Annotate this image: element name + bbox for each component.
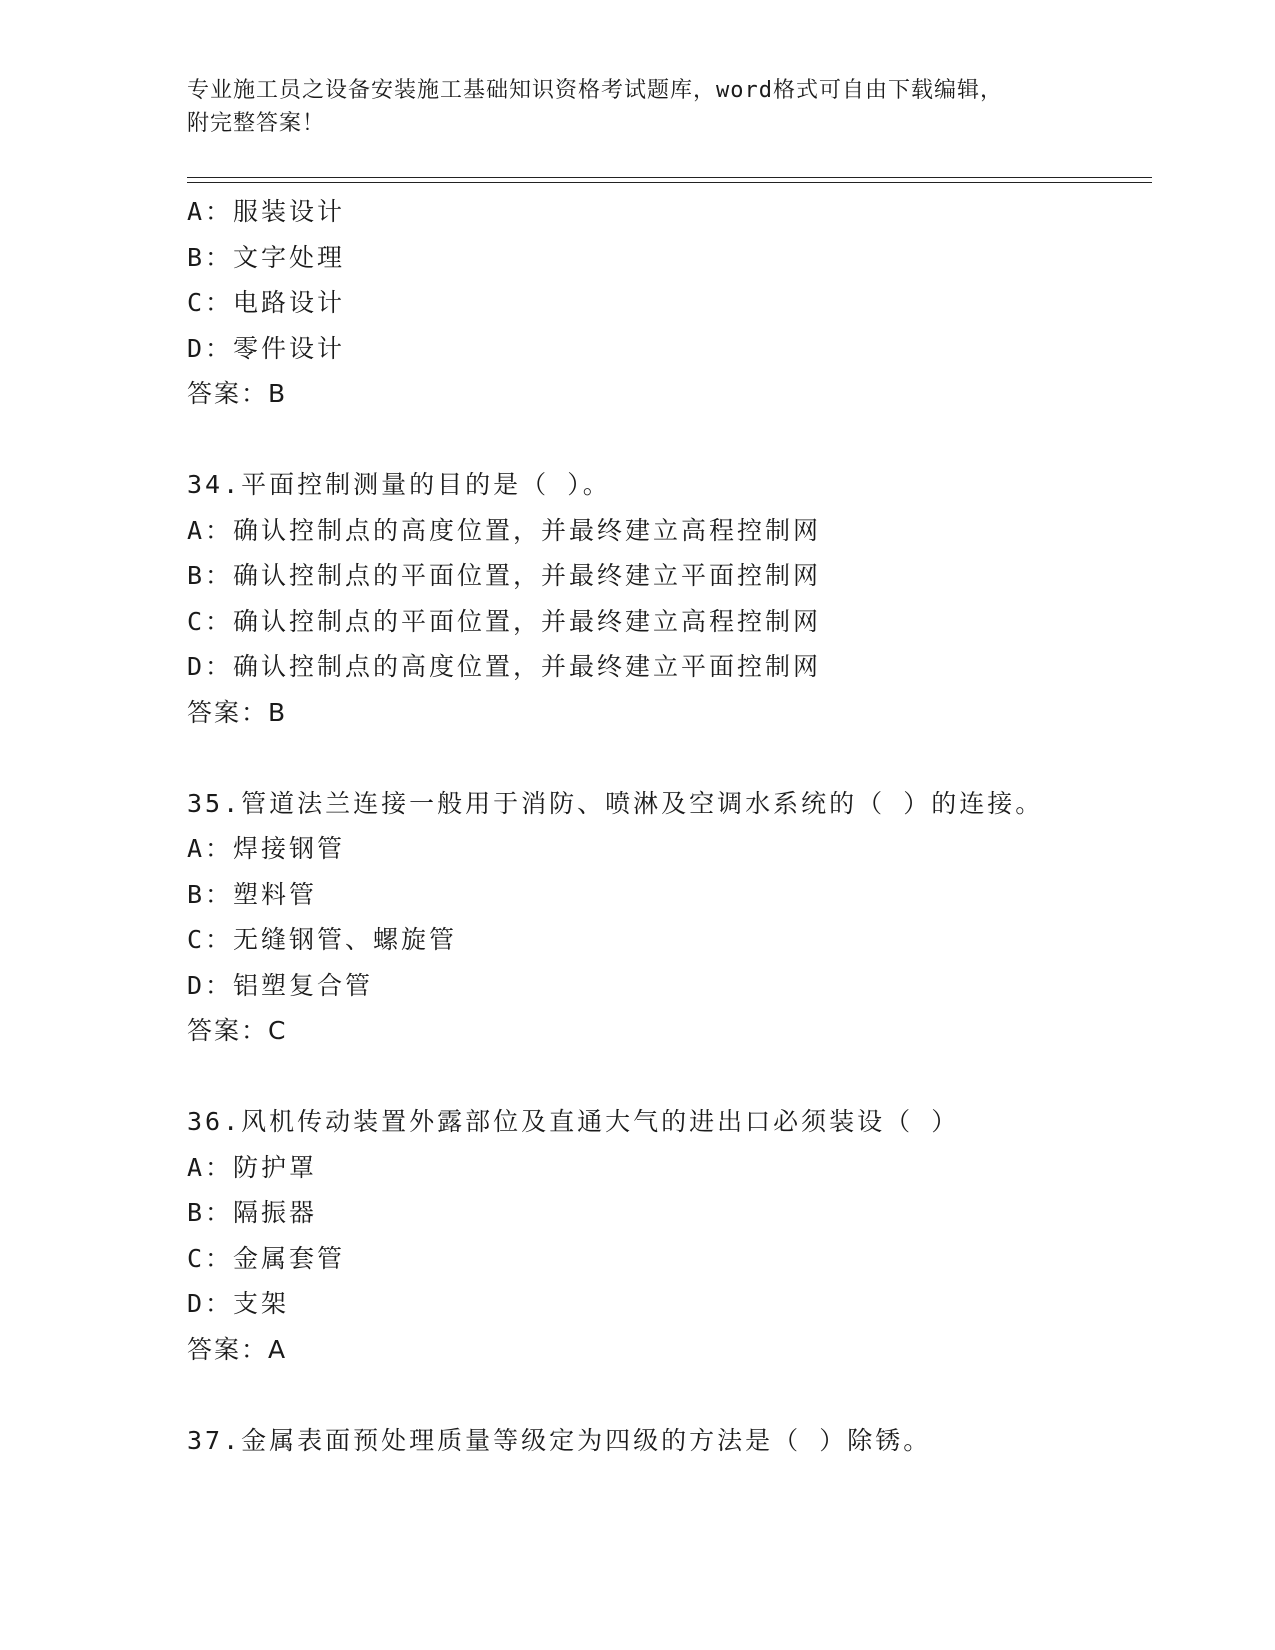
option-d: D：零件设计 [187, 333, 346, 363]
document-header [187, 74, 1087, 140]
option-c: C：确认控制点的平面位置，并最终建立高程控制网 [187, 606, 822, 636]
question-text: 35.管道法兰连接一般用于消防、喷淋及空调水系统的（ ）的连接。 [187, 788, 1044, 818]
header-line-1: 专业施工员之设备安装施工基础知识资格考试题库，word格式可自由下载编辑， [187, 78, 1003, 103]
option-b: B：塑料管 [187, 879, 318, 909]
question-text: 37.金属表面预处理质量等级定为四级的方法是（ ）除锈。 [187, 1425, 932, 1455]
option-b: B：文字处理 [187, 242, 346, 272]
header-line-2: 附完整答案！ [187, 111, 326, 136]
question-34 [187, 462, 1187, 735]
option-b: B：确认控制点的平面位置，并最终建立平面控制网 [187, 561, 822, 590]
answer-line: 答案：A [187, 1334, 288, 1364]
option-a: A：确认控制点的高度位置，并最终建立高程控制网 [187, 515, 822, 545]
option-d: D：铝塑复合管 [187, 970, 374, 1000]
spacer [187, 417, 1187, 463]
option-a: A：防护罩 [187, 1152, 318, 1182]
option-a: A：焊接钢管 [187, 834, 346, 863]
option-c: C：金属套管 [187, 1243, 346, 1273]
question-text: 36.风机传动装置外露部位及直通大气的进出口必须装设（ ） [187, 1107, 960, 1136]
continued-question-block [187, 189, 1187, 417]
question-text: 34.平面控制测量的目的是（ ）。 [187, 470, 611, 499]
option-d: D：确认控制点的高度位置，并最终建立平面控制网 [187, 652, 822, 681]
option-b: B：隔振器 [187, 1198, 318, 1227]
question-36 [187, 1099, 1187, 1372]
answer-line: 答案：B [187, 379, 288, 408]
header-rule-bottom [187, 182, 1152, 183]
question-37 [187, 1418, 1187, 1464]
header-rule-top [187, 177, 1152, 178]
spacer [187, 1054, 1187, 1100]
option-d: D：支架 [187, 1289, 290, 1318]
answer-line: 答案：B [187, 697, 288, 727]
spacer [187, 1372, 1187, 1418]
question-list [187, 189, 1187, 1463]
question-35 [187, 781, 1187, 1054]
spacer [187, 735, 1187, 781]
option-c: C：电路设计 [187, 288, 346, 317]
option-a: A：服装设计 [187, 197, 346, 226]
option-c: C：无缝钢管、螺旋管 [187, 925, 458, 954]
answer-line: 答案：C [187, 1016, 288, 1045]
